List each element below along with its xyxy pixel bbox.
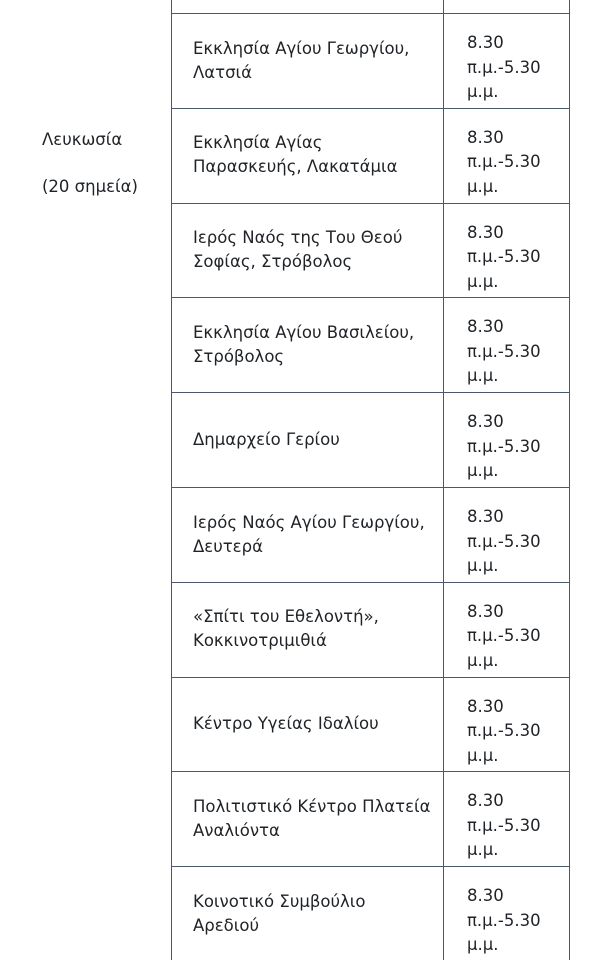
hours-text: μ.μ. — [467, 745, 499, 765]
location-text: Ιερός Ναός της Του Θεού — [193, 228, 403, 248]
location-text: «Σπίτι του Εθελοντή», — [193, 607, 379, 627]
hours-cell — [467, 695, 567, 769]
location-text: Πολιτιστικό Κέντρο Πλατεία — [193, 796, 431, 816]
hours-cell — [467, 789, 567, 863]
hours-cell — [467, 221, 567, 295]
hours-text: 8.30 — [467, 696, 504, 716]
hours-text: π.μ.-5.30 — [467, 341, 541, 361]
location-cell — [193, 203, 443, 298]
region-cell — [42, 128, 167, 199]
table-row — [171, 582, 570, 677]
hours-text: 8.30 — [467, 412, 504, 432]
hours-text: μ.μ. — [467, 82, 499, 101]
location-text: Αναλιόντα — [193, 820, 280, 840]
location-text: Εκκλησία Αγίου Βασιλείου, — [193, 322, 415, 342]
hours-text: 8.30 — [467, 317, 504, 337]
location-cell — [193, 108, 443, 203]
location-cell — [193, 487, 443, 582]
hours-cell — [467, 315, 567, 389]
hours-text: π.μ.-5.30 — [467, 721, 541, 741]
hours-text: π.μ.-5.30 — [467, 57, 541, 77]
hours-text: μ.μ. — [467, 271, 499, 291]
hours-text: μ.μ. — [467, 366, 499, 386]
location-cell — [193, 866, 443, 960]
location-text: Εκκλησία Αγίας — [193, 133, 323, 153]
table-row — [171, 13, 570, 108]
hours-text: 8.30 — [467, 791, 504, 811]
location-text: Αρεδιού — [193, 915, 259, 935]
hours-text: 8.30 — [467, 127, 504, 147]
table-row — [171, 108, 570, 203]
hours-text: 8.30 — [467, 507, 504, 526]
table-row — [171, 203, 570, 298]
location-text: Κέντρο Υγείας Ιδαλίου — [193, 714, 379, 734]
hours-cell — [467, 410, 567, 484]
table-row — [171, 487, 570, 582]
hours-cell — [467, 884, 567, 958]
hours-cell — [467, 600, 567, 674]
hours-text: μ.μ. — [467, 176, 499, 196]
hours-text: π.μ.-5.30 — [467, 436, 541, 456]
location-cell — [193, 582, 443, 677]
hours-text: π.μ.-5.30 — [467, 910, 541, 930]
hours-text: π.μ.-5.30 — [467, 247, 541, 267]
location-cell — [193, 297, 443, 392]
table-row — [171, 297, 570, 392]
location-text: Λατσιά — [193, 62, 253, 82]
table-row — [171, 392, 570, 487]
hours-text: μ.μ. — [467, 650, 499, 670]
hours-text: π.μ.-5.30 — [467, 531, 541, 551]
location-text: Σοφίας, Στρόβολος — [193, 252, 353, 272]
location-text: Παρασκευής, Λακατάμια — [193, 157, 398, 177]
location-text: Στρόβολος — [193, 346, 285, 366]
table-row — [171, 866, 570, 960]
region-name: Λευκωσία — [42, 130, 123, 149]
location-cell — [193, 677, 443, 772]
location-text: Δημαρχείο Γερίου — [193, 429, 340, 449]
location-text: Εκκλησία Αγίου Γεωργίου, — [193, 38, 410, 58]
hours-cell — [467, 505, 567, 579]
hours-cell — [467, 126, 567, 200]
hours-text: 8.30 — [467, 601, 504, 621]
location-cell — [193, 392, 443, 487]
table-row — [171, 677, 570, 772]
hours-text: μ.μ. — [467, 461, 499, 481]
hours-text: π.μ.-5.30 — [467, 815, 541, 835]
location-text: Κοινοτικό Συμβούλιο — [193, 891, 366, 911]
hours-cell — [467, 31, 567, 105]
table-row — [171, 771, 570, 866]
location-text: Κοκκινοτριμιθιά — [193, 631, 327, 651]
location-cell — [193, 13, 443, 108]
location-text: Ιερός Ναός Αγίου Γεωργίου, — [193, 512, 425, 532]
hours-text: π.μ.-5.30 — [467, 626, 541, 646]
hours-text: π.μ.-5.30 — [467, 152, 541, 172]
hours-text: 8.30 — [467, 222, 504, 242]
hours-text: μ.μ. — [467, 556, 499, 575]
location-text: Δευτερά — [193, 536, 263, 556]
hours-text: μ.μ. — [467, 840, 499, 860]
location-cell — [193, 771, 443, 866]
hours-text: 8.30 — [467, 33, 504, 52]
region-count: (20 σημεία) — [42, 177, 138, 196]
hours-text: μ.μ. — [467, 935, 499, 955]
hours-text: 8.30 — [467, 886, 504, 906]
